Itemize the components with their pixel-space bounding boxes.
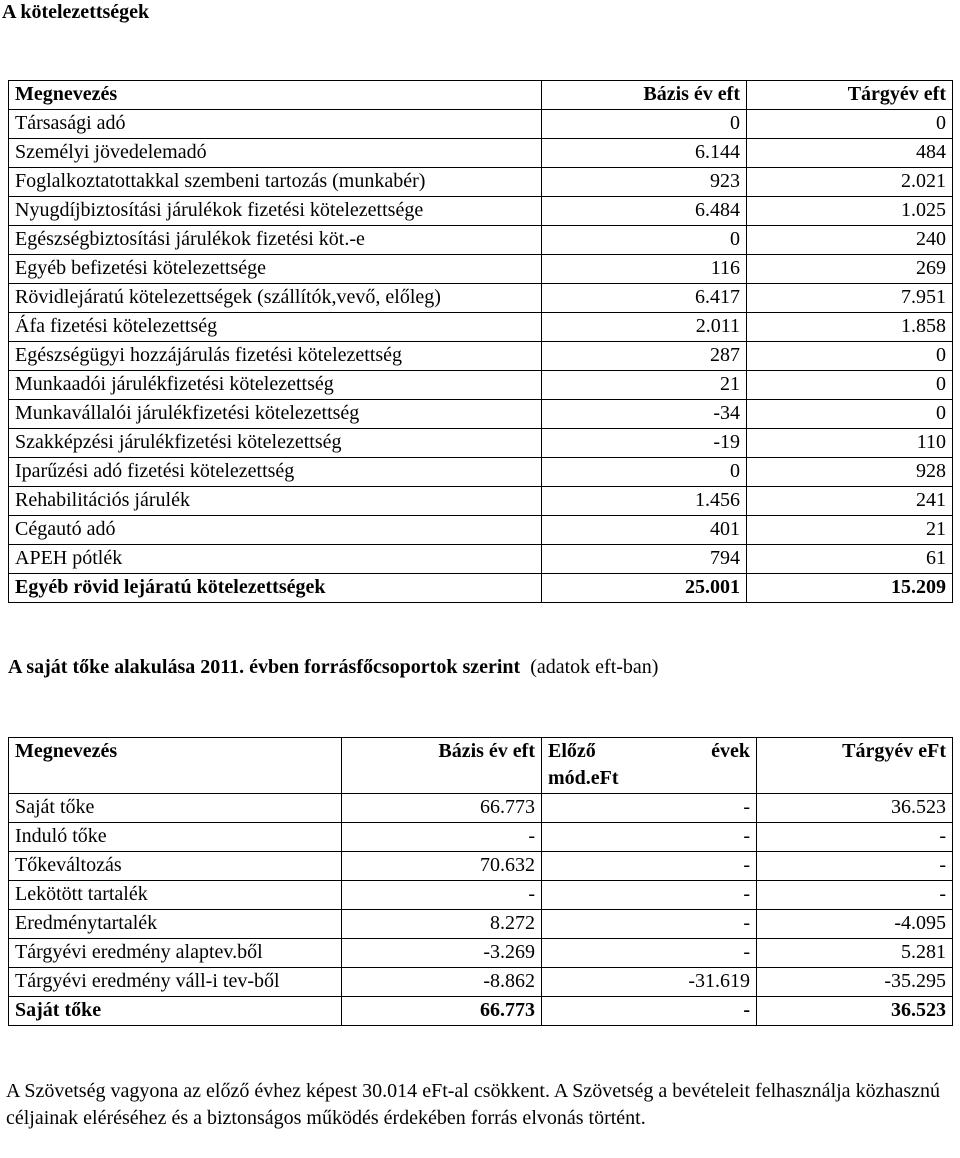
cell-value: -34 — [542, 400, 747, 429]
cell-label: Munkavállalói járulékfizetési kötelezettség — [9, 400, 542, 429]
equity-title-note: (adatok eft-ban) — [530, 656, 659, 678]
cell-label: Eredménytartalék — [9, 910, 342, 939]
cell-value: 116 — [542, 255, 747, 284]
table-row — [9, 516, 953, 545]
cell-label: Foglalkoztatottakkal szembeni tartozás (munkabér) — [9, 168, 542, 197]
summary-paragraph: A Szövetség vagyona az előző évhez képest 30.014 eFt-al csökkent. A Szövetség a bevételeit felhasználja közhasznú céljainak eléréséhez és a biztonságos működés érdekében forrás elvonás történt. — [6, 1080, 940, 1129]
table-row — [9, 284, 953, 313]
table-row — [9, 371, 953, 400]
equity-table — [8, 737, 953, 1026]
cell-value: 6.417 — [542, 284, 747, 313]
cell-value: - — [542, 794, 757, 823]
cell-label: Munkaadói járulékfizetési kötelezettség — [9, 371, 542, 400]
equity-total-row — [9, 997, 953, 1026]
cell-label: Lekötött tartalék — [9, 881, 342, 910]
table-row — [9, 429, 953, 458]
cell-label: Induló tőke — [9, 823, 342, 852]
cell-value: 0 — [542, 110, 747, 139]
cell-value: 401 — [542, 516, 747, 545]
cell-value: - — [757, 881, 953, 910]
cell-value: 66.773 — [342, 794, 542, 823]
table-row — [9, 226, 953, 255]
equity-title-bold: A saját tőke alakulása 2011. évben forrásfőcsoportok szerint — [8, 656, 521, 678]
cell-value: 0 — [747, 400, 953, 429]
cell-value: 110 — [747, 429, 953, 458]
cell-value: - — [542, 881, 757, 910]
cell-value: 0 — [542, 458, 747, 487]
table-row — [9, 458, 953, 487]
cell-value: - — [342, 823, 542, 852]
cell-value: 36.523 — [757, 794, 953, 823]
cell-value: 6.144 — [542, 139, 747, 168]
cell-value: Tárgyév eft — [747, 81, 953, 110]
table-row — [9, 487, 953, 516]
equity-header-prev-c: mód.eFt — [548, 767, 619, 789]
table-row — [9, 400, 953, 429]
cell-value: 0 — [747, 110, 953, 139]
cell-value: 8.272 — [342, 910, 542, 939]
cell-label: Egészségügyi hozzájárulás fizetési kötelezettség — [9, 342, 542, 371]
cell-label: Egyéb befizetési kötelezettsége — [9, 255, 542, 284]
cell-value: -35.295 — [757, 968, 953, 997]
cell-value: 25.001 — [542, 574, 747, 603]
table-row — [9, 910, 953, 939]
cell-value: Bázis év eft — [542, 81, 747, 110]
cell-label: Saját tőke — [9, 997, 342, 1026]
cell-value: 2.021 — [747, 168, 953, 197]
cell-label: Rehabilitációs járulék — [9, 487, 542, 516]
cell-value: 923 — [542, 168, 747, 197]
table-row — [9, 197, 953, 226]
table-row — [9, 881, 953, 910]
equity-header-name: Megnevezés — [9, 738, 342, 794]
liabilities-header-row — [9, 81, 953, 110]
cell-value: 21 — [542, 371, 747, 400]
cell-value: 2.011 — [542, 313, 747, 342]
cell-value: -31.619 — [542, 968, 757, 997]
table-row — [9, 255, 953, 284]
equity-header-prev-b: évek — [711, 740, 750, 762]
cell-value: 5.281 — [757, 939, 953, 968]
cell-label: Áfa fizetési kötelezettség — [9, 313, 542, 342]
cell-label: Saját tőke — [9, 794, 342, 823]
cell-value: 1.025 — [747, 197, 953, 226]
cell-value: - — [342, 881, 542, 910]
section-title: A kötelezettségek — [2, 1, 150, 23]
table-row — [9, 968, 953, 997]
equity-header-prev — [542, 738, 757, 794]
table-row — [9, 342, 953, 371]
cell-label: Tárgyévi eredmény váll-i tev-ből — [9, 968, 342, 997]
table-row — [9, 939, 953, 968]
cell-value: 61 — [747, 545, 953, 574]
cell-label: Személyi jövedelemadó — [9, 139, 542, 168]
cell-value: - — [757, 823, 953, 852]
cell-label: Iparűzési adó fizetési kötelezettség — [9, 458, 542, 487]
cell-value: -3.269 — [342, 939, 542, 968]
cell-label: Rövidlejáratú kötelezettségek (szállítók,vevő, előleg) — [9, 284, 542, 313]
cell-value: 928 — [747, 458, 953, 487]
cell-value: 15.209 — [747, 574, 953, 603]
cell-value: 21 — [747, 516, 953, 545]
cell-value: 1.456 — [542, 487, 747, 516]
cell-value: 66.773 — [342, 997, 542, 1026]
cell-value: - — [542, 939, 757, 968]
cell-value: - — [542, 997, 757, 1026]
table-row — [9, 852, 953, 881]
equity-header-row — [9, 738, 953, 794]
cell-label: APEH pótlék — [9, 545, 542, 574]
cell-label: Cégautó adó — [9, 516, 542, 545]
cell-value: 241 — [747, 487, 953, 516]
cell-value: 7.951 — [747, 284, 953, 313]
table-row — [9, 545, 953, 574]
table-row — [9, 313, 953, 342]
cell-value: -19 — [542, 429, 747, 458]
cell-value: - — [757, 852, 953, 881]
cell-value: - — [542, 910, 757, 939]
cell-label: Szakképzési járulékfizetési kötelezettség — [9, 429, 542, 458]
cell-value: 70.632 — [342, 852, 542, 881]
cell-label: Egyéb rövid lejáratú kötelezettségek — [9, 574, 542, 603]
cell-value: - — [542, 852, 757, 881]
table-row — [9, 794, 953, 823]
cell-label: Tárgyévi eredmény alaptev.ből — [9, 939, 342, 968]
cell-value: -4.095 — [757, 910, 953, 939]
cell-value: - — [542, 823, 757, 852]
cell-label: Megnevezés — [9, 81, 542, 110]
cell-value: 36.523 — [757, 997, 953, 1026]
liabilities-total-row — [9, 574, 953, 603]
cell-value: 240 — [747, 226, 953, 255]
cell-value: 0 — [542, 226, 747, 255]
cell-value: 0 — [747, 342, 953, 371]
cell-value: 794 — [542, 545, 747, 574]
cell-value: 6.484 — [542, 197, 747, 226]
table-row — [9, 168, 953, 197]
equity-title — [8, 654, 658, 680]
cell-value: 484 — [747, 139, 953, 168]
cell-value: 269 — [747, 255, 953, 284]
table-row — [9, 139, 953, 168]
cell-value: -8.862 — [342, 968, 542, 997]
cell-value: 0 — [747, 371, 953, 400]
equity-header-current: Tárgyév eFt — [757, 738, 953, 794]
cell-label: Egészségbiztosítási járulékok fizetési köt.-e — [9, 226, 542, 255]
cell-value: 287 — [542, 342, 747, 371]
equity-header-base: Bázis év eft — [342, 738, 542, 794]
equity-header-prev-a: Előző — [548, 740, 596, 762]
cell-label: Nyugdíjbiztosítási járulékok fizetési kötelezettsége — [9, 197, 542, 226]
table-row — [9, 823, 953, 852]
cell-value: 1.858 — [747, 313, 953, 342]
cell-label: Tőkeváltozás — [9, 852, 342, 881]
liabilities-table — [8, 80, 953, 603]
table-row — [9, 110, 953, 139]
cell-label: Társasági adó — [9, 110, 542, 139]
